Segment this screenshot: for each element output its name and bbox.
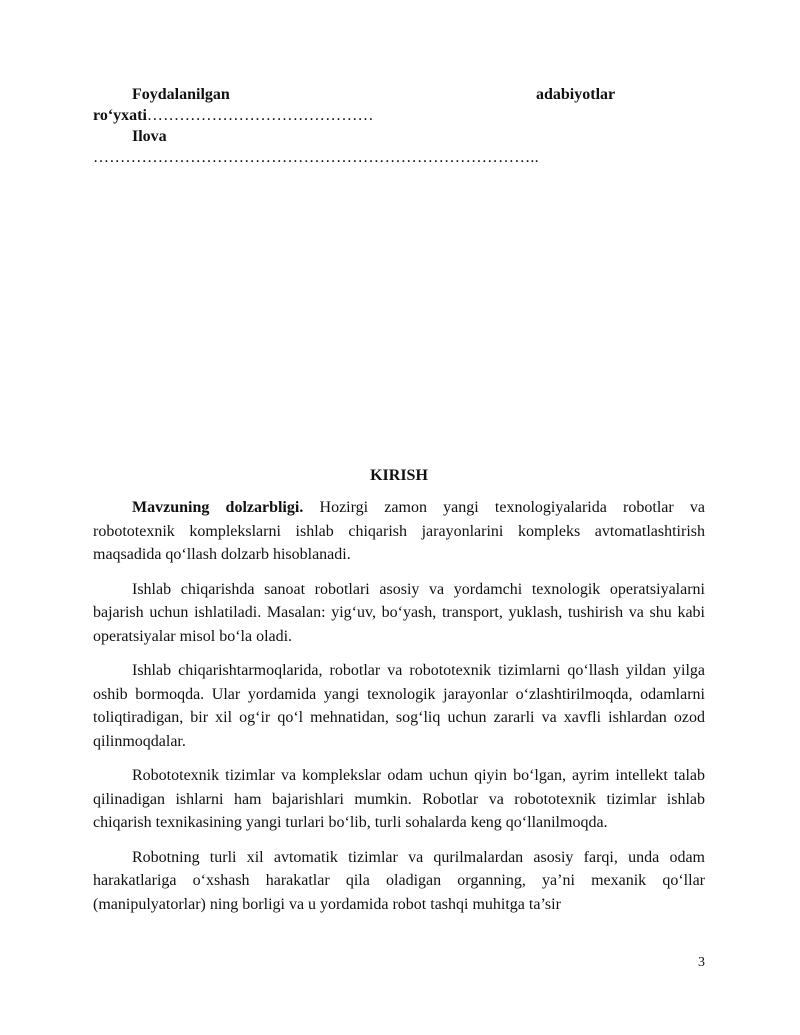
paragraph-text: Hozirgi zamon yangi texnologiyalarida robotlar va robototexnik komplekslarni ishlab chiqarish jarayonlarini kompleks avtomatlashtirish maqsadida qo‘llash dolzarb hisoblanadi. (93, 499, 705, 563)
table-of-contents (93, 84, 705, 168)
paragraph-lead: Mavzuning dolzarbligi. (132, 499, 304, 516)
toc-references-dots: …………………………………… (146, 107, 374, 124)
paragraph-robot-intellect: Robototexnik tizimlar va komplekslar odam uchun qiyin bo‘lgan, ayrim intellekt talab qilinadigan ishlarni ham bajarishlari mumkin. Robotlar va robototexnik tizimlar ishlab chiqarish texnikasining yangi turlari bo‘lib, turli sohalarda keng qo‘llanilmoqda. (93, 767, 705, 831)
toc-references-left: Foydalanilgan (132, 86, 230, 103)
page-number: 3 (698, 955, 705, 970)
toc-references-second: ro‘yxati (93, 107, 147, 124)
toc-appendix-dots-line (93, 147, 705, 168)
toc-appendix-line (93, 126, 705, 147)
toc-references-right: adabiyotlar (536, 86, 616, 103)
paragraph-industrial-robots: Ishlab chiqarishda sanoat robotlari asosiy va yordamchi texnologik operatsiyalarni bajarish uchun ishlatiladi. Masalan: yig‘uv, bo‘yash, transport, yuklash, tushirish va shu kabi operatsiyalar misol bo‘la oladi. (93, 580, 705, 645)
paragraph-robot-systems-growth: Ishlab chiqarishtarmoqlarida, robotlar va robototexnik tizimlarni qo‘llash yildan yilga oshib bormoqda. Ular yordamida yangi texnologik jarayonlar o‘zlashtirilmoqda, odamlarni toliqtiradigan, bir xil og‘ir qo‘l mehnatidan, sog‘liq uchun zararli va xavfli ishlardan ozod qilinmoqdalar. (93, 662, 705, 750)
section-body (93, 496, 705, 927)
toc-references-line-1 (93, 84, 705, 105)
paragraph-relevance (93, 496, 705, 567)
toc-references-line-2 (93, 105, 705, 126)
section-heading: KIRISH (370, 467, 428, 484)
toc-appendix-label: Ilova (132, 128, 167, 145)
paragraph-robot-difference: Robotning turli xil avtomatik tizimlar va qurilmalardan asosiy farqi, unda odam harakatlariga o‘xshash harakatlar qila oladigan organning, ya’ni mexanik qo‘llar (manipulyatorlar) ning borligi va u yordamida robot tashqi muhitga ta’sir (93, 848, 705, 913)
toc-appendix-dots: ……………………………………………………………………….. (93, 149, 539, 166)
